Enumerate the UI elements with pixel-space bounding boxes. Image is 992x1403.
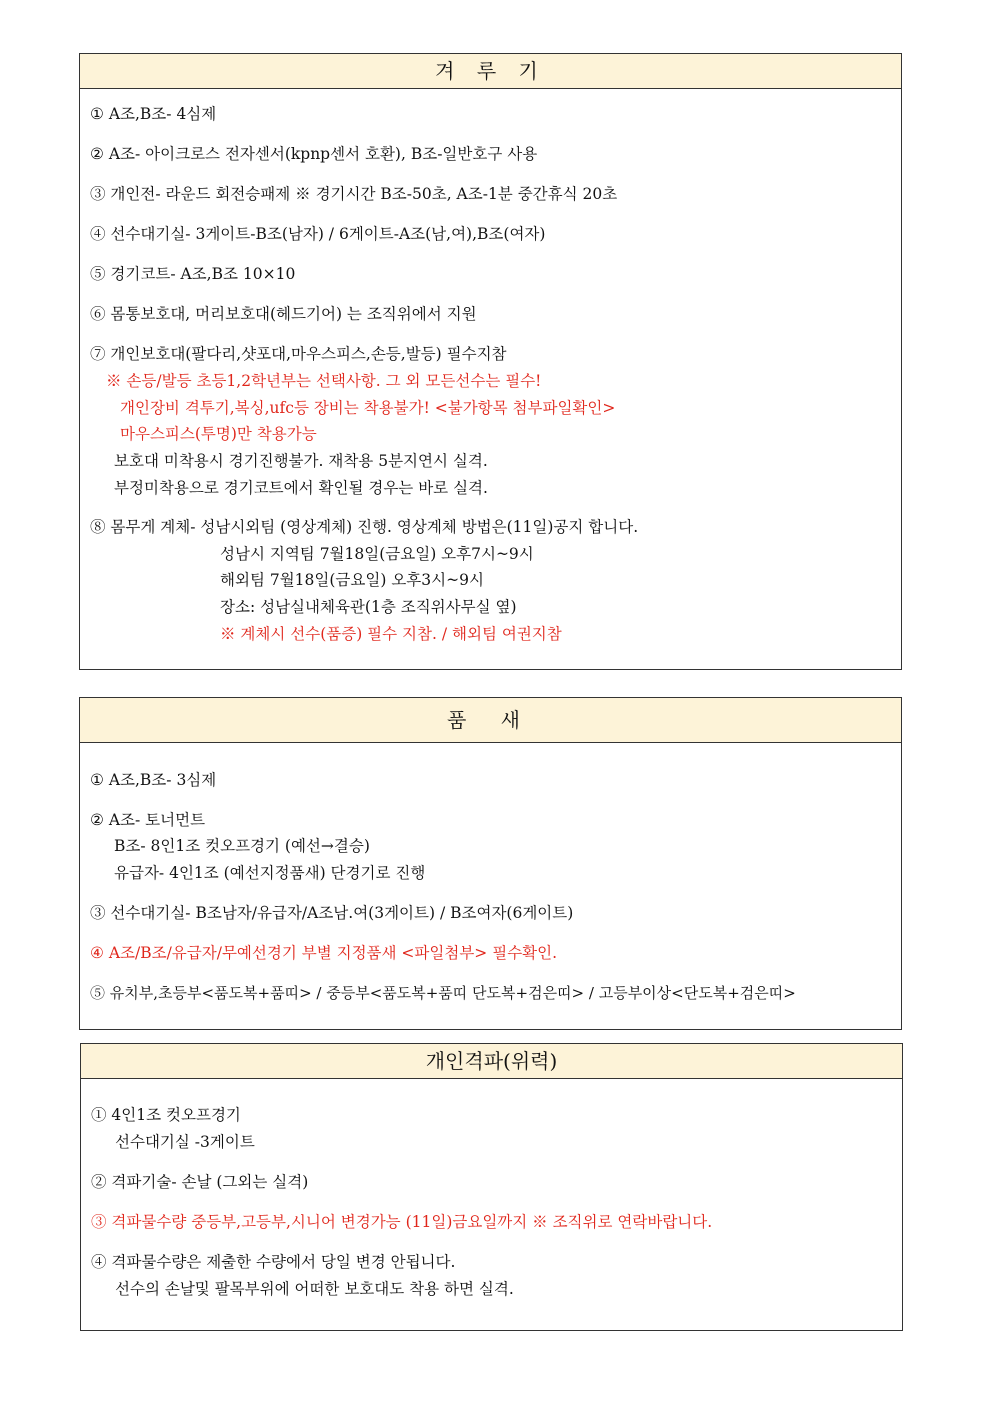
poomsae-section (79, 697, 902, 1030)
poomsae-rule-5: ⑤ 유치부,초등부<품도복+품띠> / 중등부<품도복+품띠 단도복+검은띠> / 고등부이상<단도복+검은띠> (90, 984, 796, 1002)
poomsae-rule-2-b: B조- 8인1조 컷오프경기 (예선→결승) (114, 837, 370, 855)
breaking-rule-2: ② 격파기술- 손날 (그외는 실격) (91, 1173, 309, 1191)
sparring-rule-1: ① A조,B조- 4심제 (90, 105, 217, 123)
breaking-rule-4: ④ 격파물수량은 제출한 수량에서 당일 변경 안됩니다. (91, 1253, 456, 1271)
breaking-rule-3: ③ 격파물수량 중등부,고등부,시니어 변경가능 (11일)금요일까지 ※ 조직위로 연락바랍니다. (91, 1213, 713, 1231)
breaking-rule-1-b: 선수대기실 -3게이트 (115, 1133, 255, 1151)
breaking-rule-1: ① 4인1조 컷오프경기 (91, 1106, 241, 1124)
sparring-rule-7-note-3: 마우스피스(투명)만 착용가능 (120, 425, 317, 443)
sparring-rule-7: ⑦ 개인보호대(팔다리,샷포대,마우스피스,손등,발등) 필수지참 (90, 345, 507, 363)
sparring-rule-7-note-1: ※ 손등/발등 초등1,2학년부는 선택사항. 그 외 모든선수는 필수! (106, 372, 542, 390)
sparring-rule-8-overseas: 해외팀 7월18일(금요일) 오후3시~9시 (220, 571, 484, 589)
sparring-rule-6: ⑥ 몸통보호대, 머리보호대(헤드기어) 는 조직위에서 지원 (90, 305, 477, 323)
poomsae-rule-3: ③ 선수대기실- B조남자/유급자/A조남.여(3게이트) / B조여자(6게이트) (90, 904, 574, 922)
sparring-rule-2: ② A조- 아이크로스 전자센서(kpnp센서 호환), B조-일반호구 사용 (90, 145, 538, 163)
sparring-rule-8: ⑧ 몸무게 계체- 성남시외팀 (영상계체) 진행. 영상계체 방법은(11일)공지 합니다. (90, 518, 639, 536)
sparring-rule-7-note-4: 보호대 미착용시 경기진행불가. 재착용 5분지연시 실격. (114, 452, 488, 470)
sparring-rule-7-note-5: 부정미착용으로 경기코트에서 확인될 경우는 바로 실격. (114, 479, 488, 497)
poomsae-rule-4: ④ A조/B조/유급자/무예선경기 부별 지정품새 <파일첨부> 필수확인. (90, 944, 558, 962)
poomsae-title: 품 새 (80, 698, 901, 743)
sparring-rule-5: ⑤ 경기코트- A조,B조 10×10 (90, 265, 296, 283)
breaking-section (80, 1043, 903, 1331)
sparring-rule-7-note-2: 개인장비 격투기,복싱,ufc등 장비는 착용불가! <불가항목 첨부파일확인> (120, 399, 616, 417)
breaking-rule-4-b: 선수의 손날및 팔목부위에 어떠한 보호대도 착용 하면 실격. (115, 1280, 514, 1298)
poomsae-rule-2-c: 유급자- 4인1조 (예선지정품새) 단경기로 진행 (114, 864, 426, 882)
poomsae-rule-2: ② A조- 토너먼트 (90, 811, 206, 829)
sparring-rule-8-note: ※ 계체시 선수(품증) 필수 지참. / 해외팀 여권지참 (220, 625, 562, 643)
sparring-rule-3: ③ 개인전- 라운드 회전승패제 ※ 경기시간 B조-50초, A조-1분 중간휴식 20초 (90, 185, 618, 203)
sparring-rule-8-place: 장소: 성남실내체육관(1층 조직위사무실 옆) (220, 598, 517, 616)
sparring-title: 겨 루 기 (80, 54, 901, 89)
poomsae-rule-1: ① A조,B조- 3심제 (90, 771, 217, 789)
sparring-rule-8-local: 성남시 지역팀 7월18일(금요일) 오후7시~9시 (220, 545, 534, 563)
breaking-title: 개인격파(위력) (81, 1044, 902, 1079)
sparring-rule-4: ④ 선수대기실- 3게이트-B조(남자) / 6게이트-A조(남,여),B조(여자) (90, 225, 546, 243)
sparring-section (79, 53, 902, 670)
